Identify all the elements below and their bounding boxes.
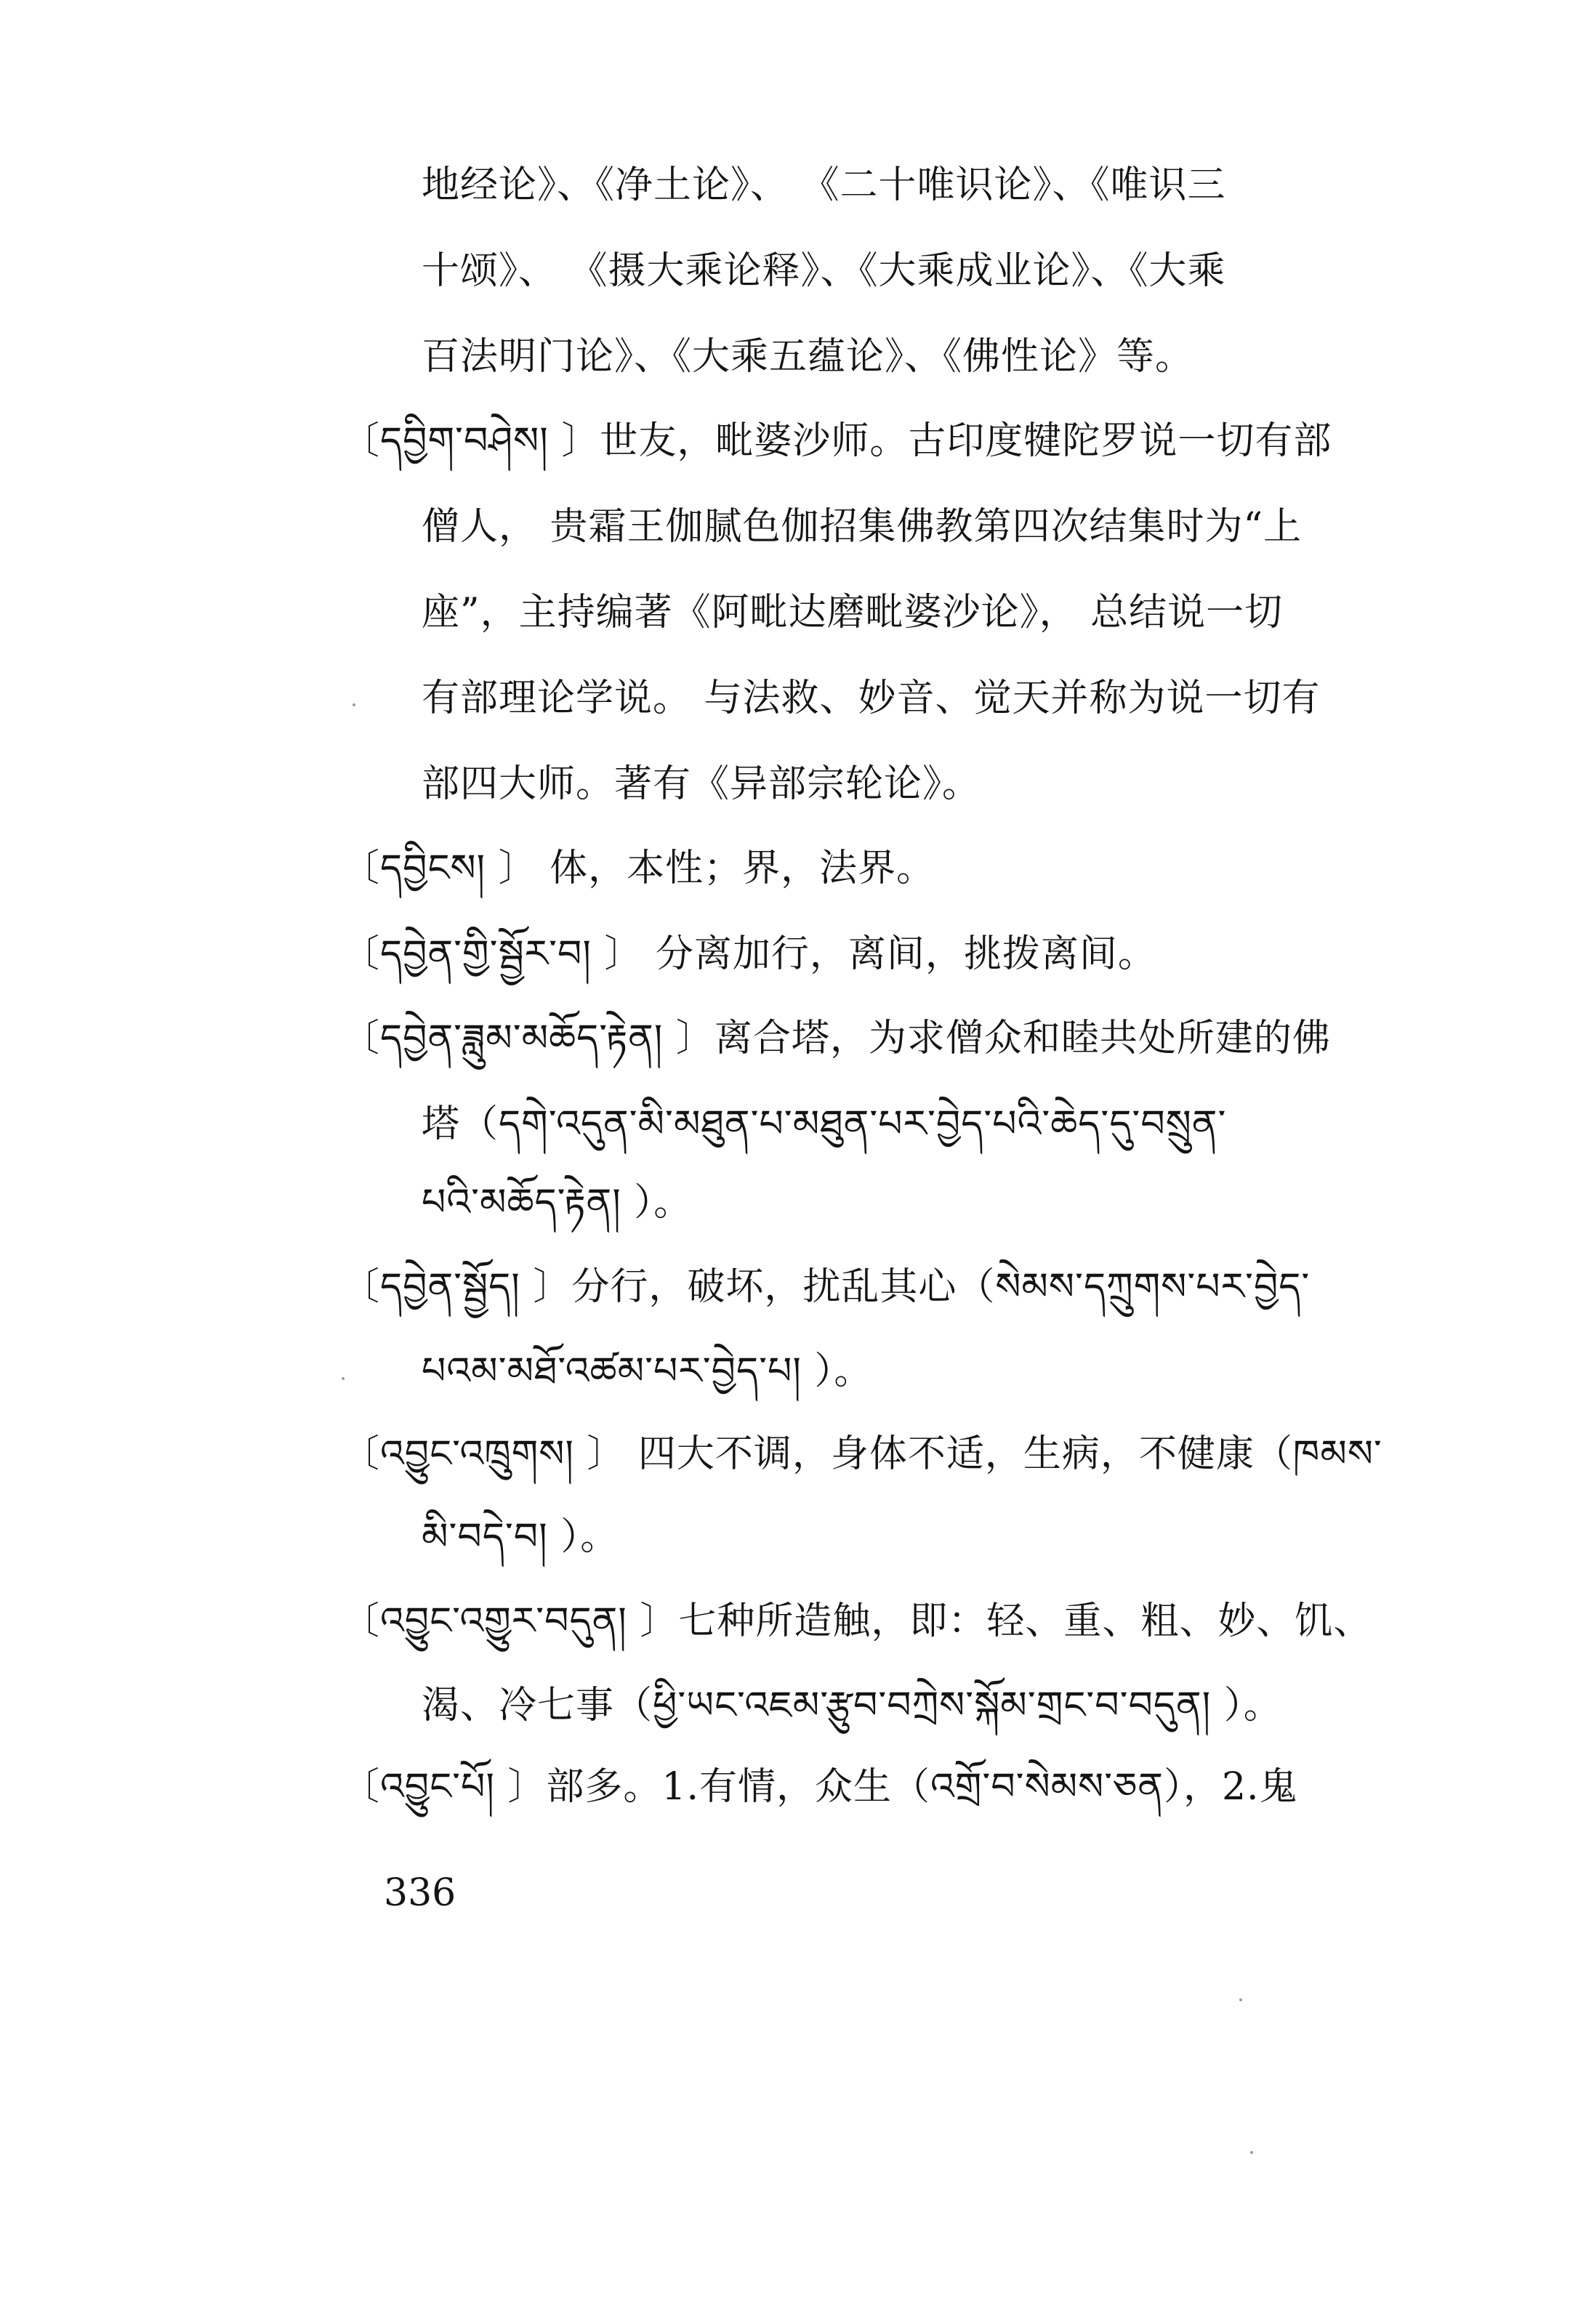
text-line: 座”，主持编著《阿毗达磨毗婆沙论》， 总结说一切 <box>422 591 1284 634</box>
entry-headword-line: 〔འབྱུང་འགྱུར་བདུན། 〕七种所造触，即：轻、重、粗、妙、饥、 <box>342 1599 1372 1643</box>
entry-headword-line: 〔དབྱེན་གྱི་སྦྱོར་བ། 〕 分离加行，离间，挑拨离间。 <box>342 932 1156 976</box>
text-line: 有部理论学说。 与法救、妙音、觉天并称为说一切有 <box>422 677 1321 720</box>
text-line: མི་བདེ་བ། ）。 <box>422 1515 619 1559</box>
text-line: 渴、冷七事（ཕྱི་ཡང་འཇམ་རྩུབ་བཀྲེས་སྐོམ་གྲང་བ་བདུན། ）。 <box>422 1684 1282 1727</box>
page-number: 336 <box>384 1871 456 1915</box>
text-line: 百法明门论》、《大乘五蕴论》、《佛性论》等。 <box>422 335 1194 379</box>
entry-headword-line: 〔འབྱུང་འཁྲུགས། 〕 四大不调，身体不适，生病，不健康（ཁམས་ <box>342 1432 1382 1476</box>
text-line: 地经论》、《净土论》、 《二十唯识论》、《唯识三 <box>422 164 1226 207</box>
scan-speck <box>1250 2151 1253 2154</box>
scan-speck <box>342 1377 345 1380</box>
entry-headword-line: 〔དབྱིག་བཤེས། 〕世友，毗婆沙师。古印度犍陀罗说一切有部 <box>342 419 1332 463</box>
scan-speck <box>1239 1998 1242 2001</box>
entry-headword-line: 〔དབྱེན་སྦྱོད། 〕分行，破坏，扰乱其心（སེམས་དཀྲུགས་པར་བྱེད་ <box>342 1265 1311 1309</box>
text-line: 僧人， 贵霜王伽腻色伽招集佛教第四次结集时为“上 <box>422 505 1303 549</box>
text-line: པའམ་མཐོ་འཚམ་པར་བྱེད་པ། ）。 <box>422 1349 873 1393</box>
text-line: 塔（དགེ་འདུན་མི་མཐུན་པ་མཐུན་པར་བྱེད་པའི་ཆེད་དུ་བསྲུན་ <box>422 1102 1227 1146</box>
text-line: 十颂》、 《摄大乘论释》、《大乘成业论》、《大乘 <box>422 249 1226 293</box>
text-line: 部四大师。著有《异部宗轮论》。 <box>422 762 981 806</box>
entry-headword-line: 〔དབྱིངས། 〕 体，本性；界，法界。 <box>342 847 935 890</box>
scan-speck <box>353 703 355 706</box>
text-line: པའི་མཆོད་རྟེན། ）。 <box>422 1181 693 1224</box>
entry-headword-line: 〔དབྱེན་ཟླུམ་མཆོད་རྟེན། 〕离合塔，为求僧众和睦共处所建的佛 <box>342 1017 1331 1060</box>
entry-headword-line: 〔འབྱུང་པོ། 〕部多。1.有情，众生（འགྲོ་བ་སེམས་ཅན），2.鬼 <box>342 1765 1298 1809</box>
